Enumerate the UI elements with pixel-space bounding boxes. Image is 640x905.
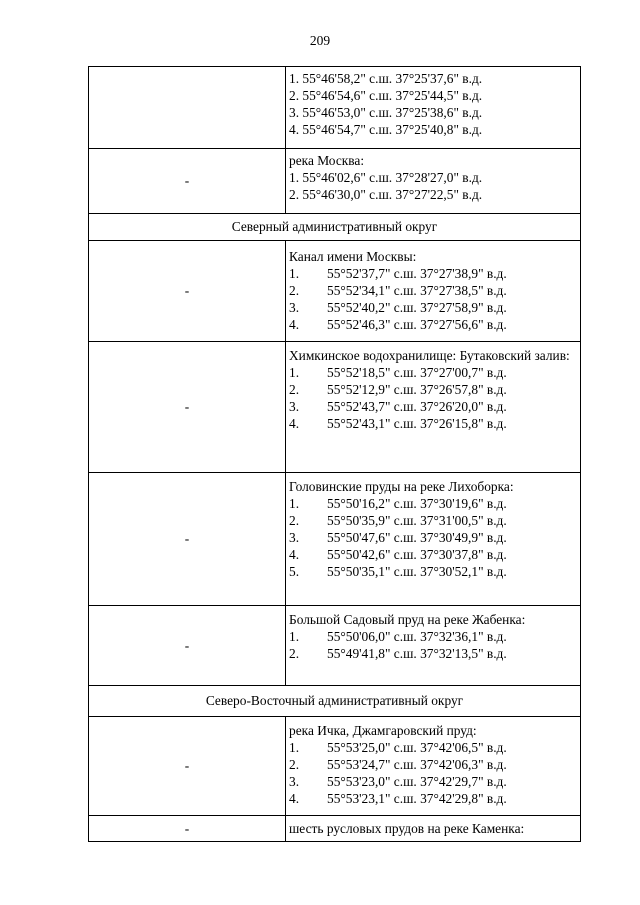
numbered-coordinate: 1. 55°50'16,2" с.ш. 37°30'19,6" в.д.: [289, 496, 507, 511]
numbered-coordinate: 4. 55°52'46,3" с.ш. 37°27'56,6" в.д.: [289, 317, 507, 332]
numbered-coordinate: 2. 55°49'41,8" с.ш. 37°32'13,5" в.д.: [289, 646, 507, 661]
table-row: [89, 241, 581, 342]
numbered-coordinate: 2. 55°52'34,1" с.ш. 37°27'38,5" в.д.: [289, 283, 507, 298]
table-cell-content: [286, 606, 581, 686]
table-row: [89, 816, 581, 842]
table-cell-content: [286, 149, 581, 214]
numbered-coordinate: 3. 55°52'40,2" с.ш. 37°27'58,9" в.д.: [289, 300, 507, 315]
numbered-coordinate: 5. 55°50'35,1" с.ш. 37°30'52,1" в.д.: [289, 564, 507, 579]
water-body-title: Химкинское водохранилище: Бутаковский залив:: [289, 348, 570, 363]
numbered-coordinate: 3. 55°53'23,0" с.ш. 37°42'29,7" в.д.: [289, 774, 507, 789]
table-cell-blank: [89, 67, 286, 149]
water-body-title: Головинские пруды на реке Лихоборка:: [289, 479, 514, 494]
table-cell-dash: -: [89, 816, 286, 842]
numbered-coordinate: 1. 55°52'37,7" с.ш. 37°27'38,9" в.д.: [289, 266, 507, 281]
numbered-coordinate: 3. 55°50'47,6" с.ш. 37°30'49,9" в.д.: [289, 530, 507, 545]
table-row: [89, 606, 581, 686]
water-body-title: Канал имени Москвы:: [289, 249, 417, 264]
water-body-title: река Москва:: [289, 153, 365, 168]
coordinate-line: 3. 55°46'53,0" с.ш. 37°25'38,6" в.д.: [289, 105, 483, 120]
table-cell-content: [286, 717, 581, 816]
coordinate-line: 2. 55°46'30,0" с.ш. 37°27'22,5" в.д.: [289, 187, 483, 202]
numbered-coordinate: 4. 55°53'23,1" с.ш. 37°42'29,8" в.д.: [289, 791, 507, 806]
section-row: [89, 214, 581, 241]
coordinates-table: [88, 66, 581, 842]
numbered-coordinate: 1. 55°50'06,0" с.ш. 37°32'36,1" в.д.: [289, 629, 507, 644]
table-row: [89, 342, 581, 473]
section-row: [89, 686, 581, 717]
table-cell-content: [286, 816, 581, 842]
table-row: [89, 67, 581, 149]
numbered-coordinate: 4. 55°52'43,1" с.ш. 37°26'15,8" в.д.: [289, 416, 507, 431]
table-cell-dash: -: [89, 241, 286, 342]
table-cell-dash: -: [89, 473, 286, 606]
table-row: [89, 149, 581, 214]
section-heading: Северо-Восточный административный округ: [89, 686, 581, 717]
numbered-coordinate: 2. 55°52'12,9" с.ш. 37°26'57,8" в.д.: [289, 382, 507, 397]
table-cell-content: [286, 67, 581, 149]
numbered-coordinate: 2. 55°50'35,9" с.ш. 37°31'00,5" в.д.: [289, 513, 507, 528]
table-row: [89, 717, 581, 816]
water-body-title: шесть русловых прудов на реке Каменка:: [289, 821, 525, 836]
table-cell-dash: -: [89, 149, 286, 214]
numbered-coordinate: 1. 55°52'18,5" с.ш. 37°27'00,7" в.д.: [289, 365, 507, 380]
coordinate-line: 2. 55°46'54,6" с.ш. 37°25'44,5" в.д.: [289, 88, 483, 103]
table-cell-content: [286, 342, 581, 473]
section-heading: Северный административный округ: [89, 214, 581, 241]
page-number: 209: [309, 33, 331, 48]
table-cell-dash: -: [89, 717, 286, 816]
coordinate-line: 4. 55°46'54,7" с.ш. 37°25'40,8" в.д.: [289, 122, 483, 137]
numbered-coordinate: 1. 55°53'25,0" с.ш. 37°42'06,5" в.д.: [289, 740, 507, 755]
numbered-coordinate: 4. 55°50'42,6" с.ш. 37°30'37,8" в.д.: [289, 547, 507, 562]
table-cell-dash: -: [89, 606, 286, 686]
table-row: [89, 473, 581, 606]
water-body-title: Большой Садовый пруд на реке Жабенка:: [289, 612, 526, 627]
water-body-title: река Ичка, Джамгаровский пруд:: [289, 723, 477, 738]
table-cell-content: [286, 473, 581, 606]
numbered-coordinate: 2. 55°53'24,7" с.ш. 37°42'06,3" в.д.: [289, 757, 507, 772]
coordinate-line: 1. 55°46'02,6" с.ш. 37°28'27,0" в.д.: [289, 170, 483, 185]
table-cell-dash: -: [89, 342, 286, 473]
coordinate-line: 1. 55°46'58,2" с.ш. 37°25'37,6" в.д.: [289, 71, 483, 86]
table-cell-content: [286, 241, 581, 342]
numbered-coordinate: 3. 55°52'43,7" с.ш. 37°26'20,0" в.д.: [289, 399, 507, 414]
